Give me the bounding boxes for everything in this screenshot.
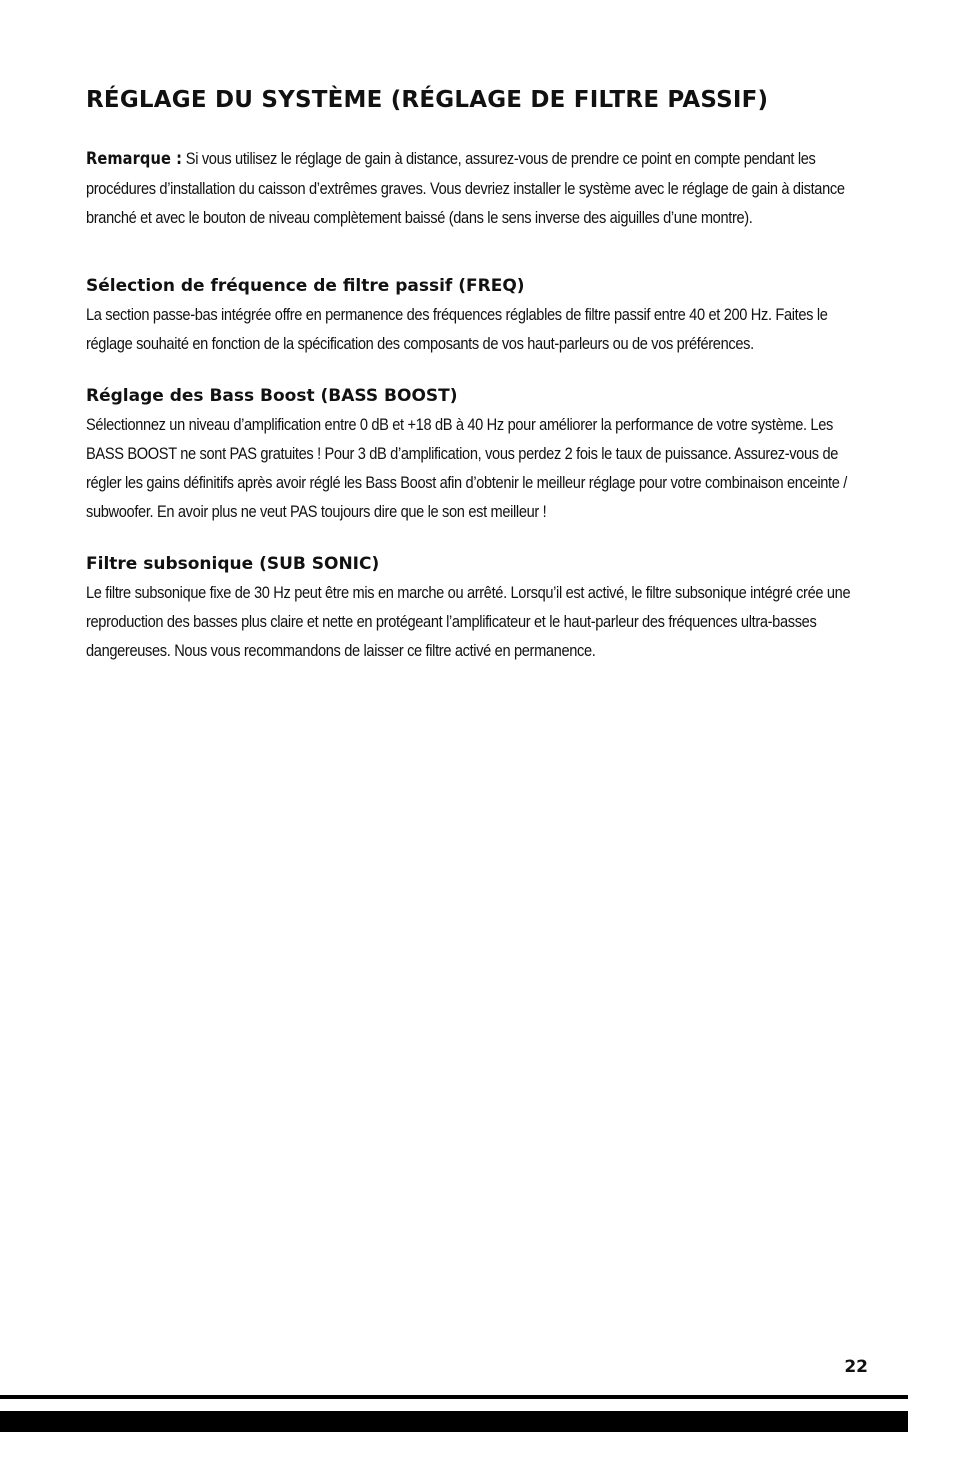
note-block [86, 144, 866, 232]
section-heading-sub-sonic: Filtre subsonique (SUB SONIC) [86, 554, 380, 574]
section-text-bass-boost: Sélectionnez un niveau d’amplification entre 0 dB et +18 dB à 40 Hz pour améliorer la performance de votre système. Les BASS BOOST ne sont PAS gratuites ! Pour 3 dB d’amplification, vous perdez 2 fois le taux de puissance. Assurez-vous de régler les gains définitifs après avoir réglé les Bass Boost afin d’obtenir le meilleur réglage pour votre combinaison enceinte / subwoofer. En avoir plus ne veut PAS toujours dire que le son est meilleur ! [86, 415, 847, 521]
section-sub-sonic [86, 550, 866, 665]
note-paragraph [86, 144, 865, 232]
page-title: RÉGLAGE DU SYSTÈME (RÉGLAGE DE FILTRE PASSIF) [86, 87, 769, 113]
section-text-sub-sonic: Le filtre subsonique fixe de 30 Hz peut être mis en marche ou arrêté. Lorsqu’il est activé, le filtre subsonique intégré crée une reproduction des basses plus claire et nette en protégeant l’amplificateur et le haut-parleur des fréquences ultra-basses dangereuses. Nous vous recommandons de laisser ce filtre activé en permanence. [86, 583, 851, 660]
page-content [86, 80, 866, 689]
page-number: 22 [844, 1357, 868, 1377]
section-text-freq: La section passe-bas intégrée offre en permanence des fréquences réglables de filtre passif entre 40 et 200 Hz. Faites le réglage souhaité en fonction de la spécification des composants de vos haut-parleurs ou de vos préférences. [86, 305, 828, 353]
footer-rule-thick [0, 1411, 908, 1432]
note-text: Si vous utilisez le réglage de gain à distance, assurez-vous de prendre ce point en compte pendant les procédures d’installation du caisson d’extrêmes graves. Vous devriez installer le système avec le réglage de gain à distance branché et avec le bouton de niveau complètement baissé (dans le sens inverse des aiguilles d’une montre). [86, 149, 845, 227]
section-freq [86, 272, 866, 358]
footer-rule-thin [0, 1395, 908, 1399]
section-bass-boost [86, 382, 866, 526]
section-heading-freq: Sélection de fréquence de filtre passif (FREQ) [86, 276, 525, 296]
note-label: Remarque : [86, 149, 183, 169]
section-heading-bass-boost: Réglage des Bass Boost (BASS BOOST) [86, 386, 458, 406]
